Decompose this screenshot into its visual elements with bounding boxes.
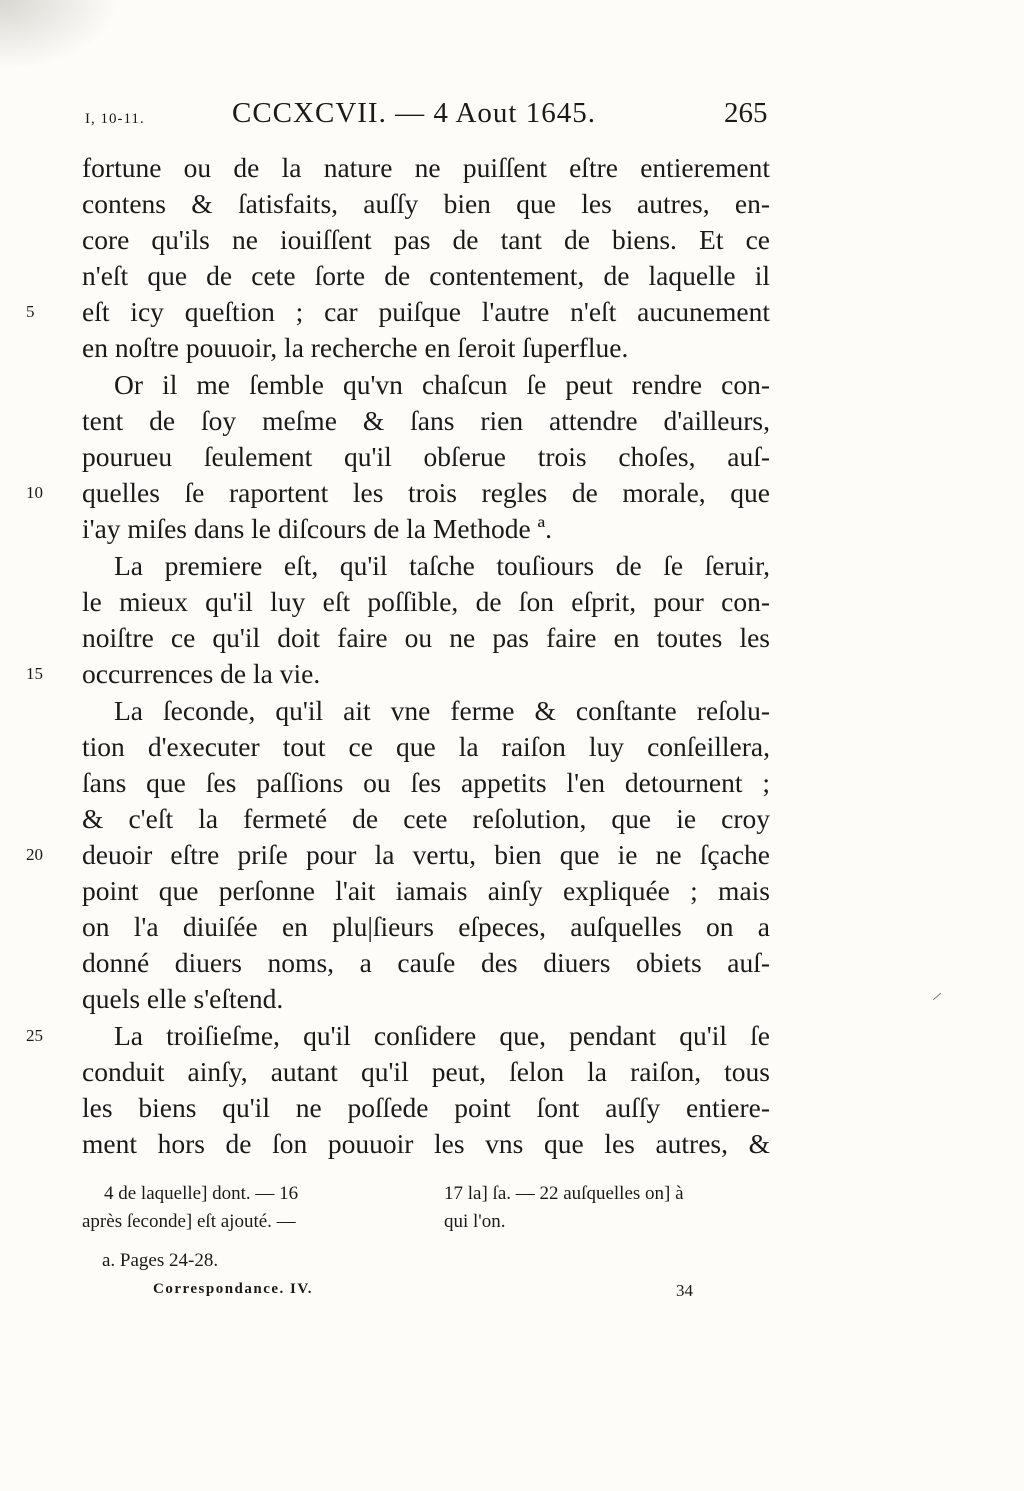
text-line: point que perſonne l'ait iamais ainſy expliquée ; mais [82,875,770,906]
text-line: conduit ainſy, autant qu'il peut, ſelon la raiſon, tous [82,1056,770,1087]
text-line: tent de ſoy meſme & ſans rien attendre d'ailleurs, [82,405,770,436]
variant-line: 4 de laquelle] dont. — 16 [104,1183,299,1204]
text-line: La ſeconde, qu'il ait vne ferme & conſtante reſolu- [114,695,770,726]
text-line: quels elle s'eſtend. [82,983,284,1014]
text-line: La premiere eſt, qu'il taſche touſiours de ſe ſeruir, [114,550,770,581]
text-line: ſans que ſes paſſions ou ſes appetits l'en detournent ; [82,767,770,798]
text-line: contens & ſatisfaits, auſſy bien que les autres, en- [82,188,770,219]
line-number: 20 [26,845,43,864]
page-number: 265 [724,97,768,129]
sheet-number: 34 [676,1281,693,1300]
scan-shadow [0,0,120,70]
text-line: n'eſt que de cete ſorte de contentement, de laquelle il [82,260,770,291]
variant-notes-left [82,1180,412,1236]
text-line: i'ay miſes dans le diſcours de la Methode ª. [82,513,552,544]
header-reference: I, 10-11. [85,111,145,127]
body-text [26,150,770,1162]
signature-mark: Correspondance. IV. [153,1281,314,1297]
text-line: les biens qu'il ne poſſede point ſont auſſy entiere- [82,1092,770,1123]
text-line: on l'a diuiſée en plu|ſieurs eſpeces, auſquelles on a [82,911,770,942]
running-header [0,97,1024,137]
stray-mark [933,993,941,1000]
line-number: 15 [26,664,43,683]
text-line: & c'eſt la fermeté de cete reſolution, que ie croy [82,803,770,834]
text-line: Or il me ſemble qu'vn chaſcun ſe peut rendre con- [114,369,770,400]
footnote-a: a. Pages 24-28. [102,1250,219,1271]
text-line: La troiſieſme, qu'il conſidere que, pendant qu'il ſe 25 [82,1018,770,1054]
text-line: quelles ſe raportent les trois regles de morale, que 10 [82,475,770,511]
line-number: 25 [26,1026,43,1045]
variant-line: 17 la] ſa. — 22 auſquelles on] à [444,1183,684,1204]
text-line: core qu'ils ne iouiſſent pas de tant de biens. Et ce [82,224,770,255]
text-line: pourueu ſeulement qu'il obſerue trois choſes, auſ- [82,441,770,472]
line-number: 5 [26,302,35,321]
text-line: fortune ou de la nature ne puiſſent eſtre entierement [82,152,770,183]
text-line: donné diuers noms, a cauſe des diuers obiets auſ- [82,947,770,978]
text-line: en noſtre pouuoir, la recherche en ſeroit ſuperflue. [82,332,629,363]
text-line: ment hors de ſon pouuoir les vns que les autres, & [82,1128,770,1159]
variant-notes-right [444,1180,774,1236]
text-line: noiſtre ce qu'il doit faire ou ne pas faire en toutes les [82,622,770,653]
text-line: deuoir eſtre priſe pour la vertu, bien que ie ne ſçache 20 [82,837,770,873]
text-line: tion d'executer tout ce que la raiſon luy conſeillera, [82,731,770,762]
header-title: CCCXCVII. — 4 Aout 1645. [232,97,596,129]
line-number: 10 [26,483,43,502]
variant-line: qui l'on. [444,1211,506,1232]
text-line: occurrences de la vie. 15 [82,656,770,692]
text-line: le mieux qu'il luy eſt poſſible, de ſon eſprit, pour con- [82,586,770,617]
variant-line: après ſeconde] eſt ajouté. — [82,1211,296,1232]
text-line: eſt icy queſtion ; car puiſque l'autre n'eſt aucunement 5 [82,294,770,330]
